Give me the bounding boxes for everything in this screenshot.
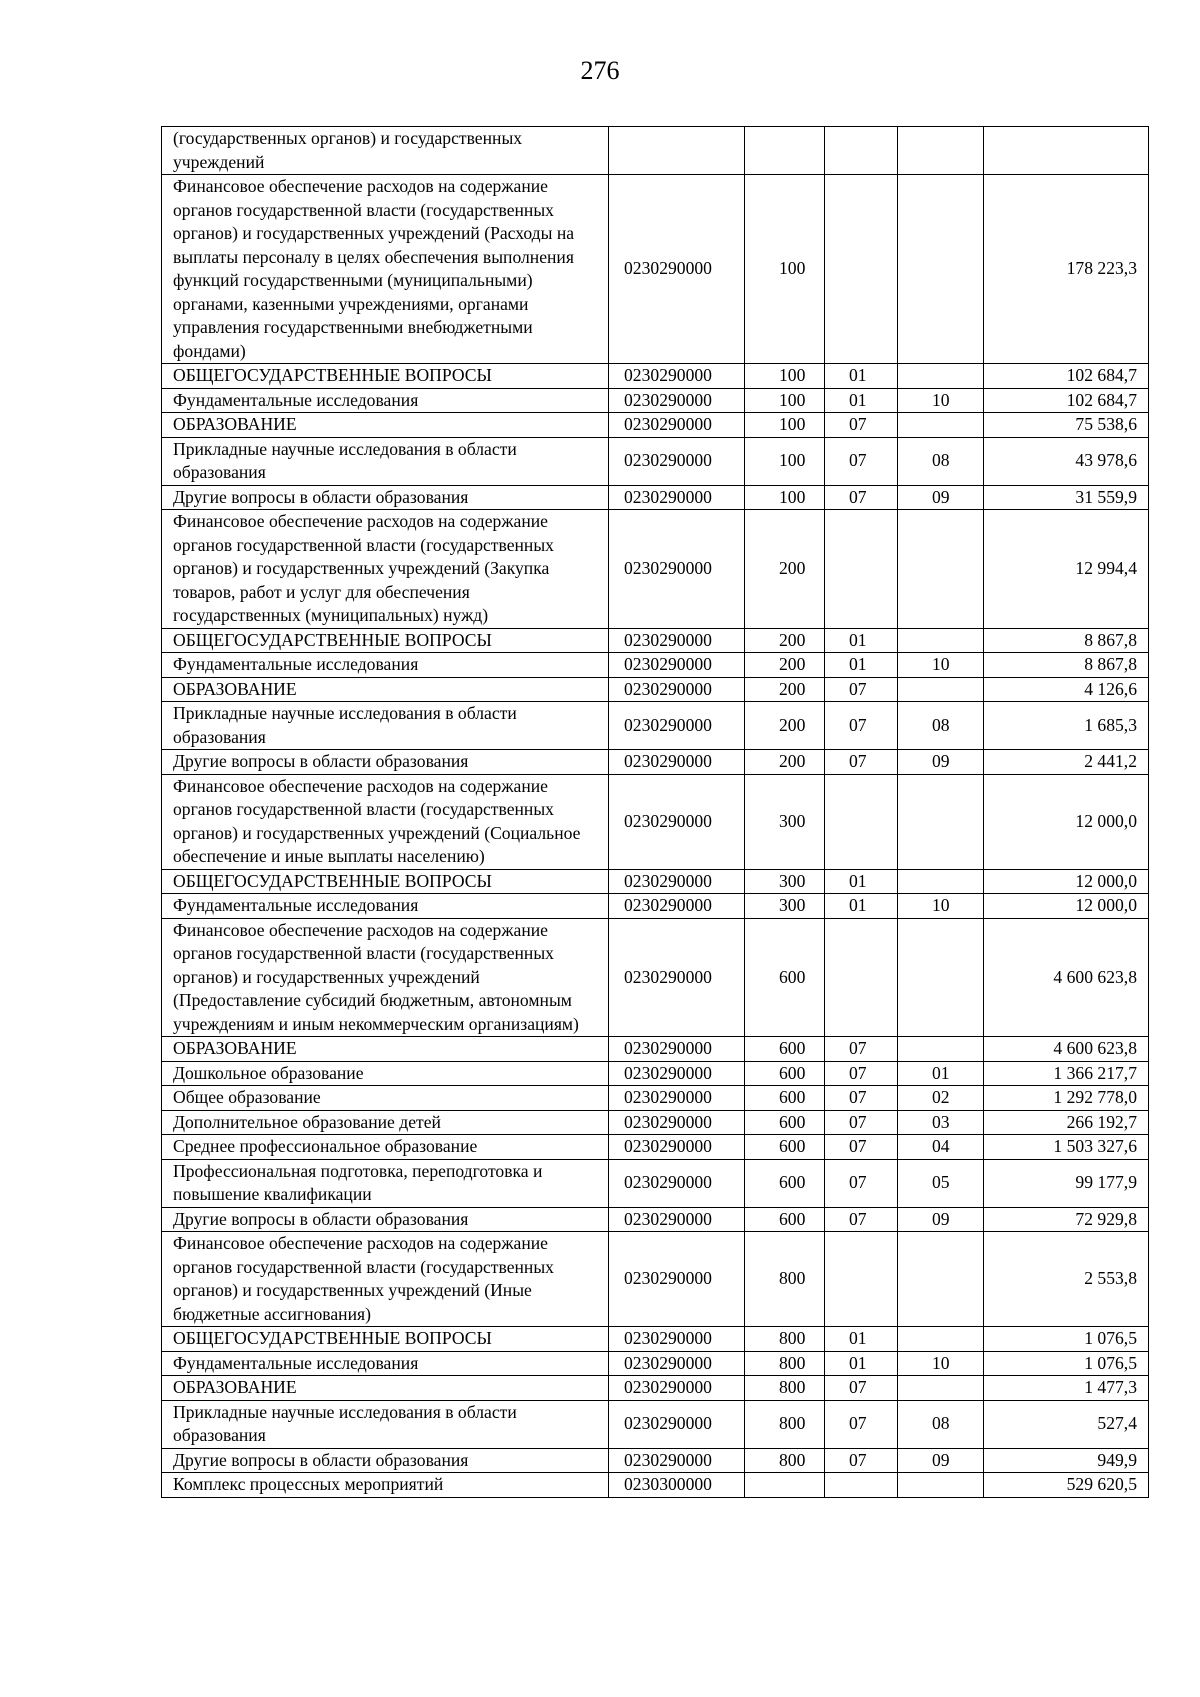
row-amount: 529 620,5 bbox=[984, 1473, 1149, 1498]
row-expense-type: 800 bbox=[745, 1351, 825, 1376]
row-subsection bbox=[898, 774, 984, 869]
row-code: 0230290000 bbox=[609, 437, 745, 485]
row-subsection: 09 bbox=[898, 1448, 984, 1473]
row-amount: 75 538,6 bbox=[984, 413, 1149, 438]
row-code: 0230290000 bbox=[609, 894, 745, 919]
row-amount: 1 292 778,0 bbox=[984, 1086, 1149, 1111]
table-row bbox=[162, 413, 1149, 438]
row-name: Прикладные научные исследования в области образования bbox=[162, 1400, 609, 1448]
row-code: 0230290000 bbox=[609, 364, 745, 389]
row-name: Другие вопросы в области образования bbox=[162, 1448, 609, 1473]
row-code: 0230290000 bbox=[609, 1232, 745, 1327]
row-name: Другие вопросы в области образования bbox=[162, 1207, 609, 1232]
table-row bbox=[162, 1473, 1149, 1498]
table-row bbox=[162, 1086, 1149, 1111]
row-subsection: 09 bbox=[898, 485, 984, 510]
row-name: Дошкольное образование bbox=[162, 1061, 609, 1086]
row-name: Прикладные научные исследования в области образования bbox=[162, 702, 609, 750]
row-subsection bbox=[898, 677, 984, 702]
row-amount: 178 223,3 bbox=[984, 175, 1149, 364]
row-amount: 102 684,7 bbox=[984, 364, 1149, 389]
row-code: 0230290000 bbox=[609, 510, 745, 629]
row-name: Дополнительное образование детей bbox=[162, 1110, 609, 1135]
row-section: 01 bbox=[825, 364, 898, 389]
table-row bbox=[162, 750, 1149, 775]
row-name: ОБЩЕГОСУДАРСТВЕННЫЕ ВОПРОСЫ bbox=[162, 364, 609, 389]
row-name: ОБЩЕГОСУДАРСТВЕННЫЕ ВОПРОСЫ bbox=[162, 1327, 609, 1352]
row-section: 07 bbox=[825, 750, 898, 775]
row-section: 07 bbox=[825, 1400, 898, 1448]
table-row bbox=[162, 437, 1149, 485]
row-section: 01 bbox=[825, 894, 898, 919]
budget-table-body bbox=[162, 127, 1149, 1498]
row-code: 0230290000 bbox=[609, 1135, 745, 1160]
row-section: 07 bbox=[825, 1037, 898, 1062]
row-section: 01 bbox=[825, 628, 898, 653]
row-section: 07 bbox=[825, 1376, 898, 1401]
row-amount bbox=[984, 127, 1149, 175]
row-name: Фундаментальные исследования bbox=[162, 894, 609, 919]
row-amount: 102 684,7 bbox=[984, 388, 1149, 413]
row-amount: 31 559,9 bbox=[984, 485, 1149, 510]
row-subsection: 08 bbox=[898, 1400, 984, 1448]
row-expense-type: 100 bbox=[745, 364, 825, 389]
row-name: ОБЩЕГОСУДАРСТВЕННЫЕ ВОПРОСЫ bbox=[162, 628, 609, 653]
row-subsection: 10 bbox=[898, 894, 984, 919]
table-row bbox=[162, 1061, 1149, 1086]
row-subsection bbox=[898, 869, 984, 894]
row-section: 01 bbox=[825, 1351, 898, 1376]
row-expense-type: 300 bbox=[745, 774, 825, 869]
table-row bbox=[162, 127, 1149, 175]
budget-table bbox=[161, 126, 1149, 1498]
row-name: Финансовое обеспечение расходов на содержание органов государственной власти (государственных органов) и государственных учреждений (Иные бюджетные ассигнования) bbox=[162, 1232, 609, 1327]
row-code: 0230290000 bbox=[609, 918, 745, 1037]
table-row bbox=[162, 175, 1149, 364]
table-row bbox=[162, 1207, 1149, 1232]
row-expense-type: 100 bbox=[745, 175, 825, 364]
row-expense-type: 600 bbox=[745, 1159, 825, 1207]
row-amount: 43 978,6 bbox=[984, 437, 1149, 485]
row-subsection bbox=[898, 510, 984, 629]
row-name: Финансовое обеспечение расходов на содержание органов государственной власти (государственных органов) и государственных учреждений (Расходы на выплаты персоналу в целях обеспечения выполнения функций государственными (муниципальными) органами, казенными учреждениями, органами управления государственными внебюджетными фондами) bbox=[162, 175, 609, 364]
row-amount: 1 503 327,6 bbox=[984, 1135, 1149, 1160]
row-amount: 266 192,7 bbox=[984, 1110, 1149, 1135]
row-expense-type: 100 bbox=[745, 388, 825, 413]
row-section: 07 bbox=[825, 1135, 898, 1160]
row-expense-type: 600 bbox=[745, 1135, 825, 1160]
row-subsection: 10 bbox=[898, 653, 984, 678]
row-amount: 1 076,5 bbox=[984, 1351, 1149, 1376]
table-row bbox=[162, 1376, 1149, 1401]
row-section bbox=[825, 127, 898, 175]
row-amount: 1 685,3 bbox=[984, 702, 1149, 750]
row-section: 07 bbox=[825, 1448, 898, 1473]
row-amount: 12 000,0 bbox=[984, 869, 1149, 894]
row-amount: 1 477,3 bbox=[984, 1376, 1149, 1401]
row-code: 0230290000 bbox=[609, 1400, 745, 1448]
table-row bbox=[162, 918, 1149, 1037]
row-expense-type bbox=[745, 127, 825, 175]
row-amount: 2 553,8 bbox=[984, 1232, 1149, 1327]
row-expense-type: 300 bbox=[745, 894, 825, 919]
table-row bbox=[162, 485, 1149, 510]
row-name: Профессиональная подготовка, переподготовка и повышение квалификации bbox=[162, 1159, 609, 1207]
table-row bbox=[162, 1351, 1149, 1376]
row-amount: 12 000,0 bbox=[984, 774, 1149, 869]
row-subsection: 10 bbox=[898, 388, 984, 413]
row-expense-type: 200 bbox=[745, 750, 825, 775]
row-subsection bbox=[898, 628, 984, 653]
row-expense-type: 200 bbox=[745, 677, 825, 702]
row-expense-type: 600 bbox=[745, 1061, 825, 1086]
row-section: 07 bbox=[825, 413, 898, 438]
table-row bbox=[162, 653, 1149, 678]
row-name: ОБРАЗОВАНИЕ bbox=[162, 413, 609, 438]
table-row bbox=[162, 1110, 1149, 1135]
row-expense-type: 600 bbox=[745, 1207, 825, 1232]
table-row bbox=[162, 510, 1149, 629]
row-code: 0230290000 bbox=[609, 1110, 745, 1135]
row-section: 07 bbox=[825, 702, 898, 750]
table-row bbox=[162, 774, 1149, 869]
row-subsection bbox=[898, 1327, 984, 1352]
row-section bbox=[825, 1232, 898, 1327]
row-name: Комплекс процессных мероприятий bbox=[162, 1473, 609, 1498]
row-amount: 8 867,8 bbox=[984, 628, 1149, 653]
row-subsection bbox=[898, 364, 984, 389]
row-name: Фундаментальные исследования bbox=[162, 388, 609, 413]
row-amount: 4 600 623,8 bbox=[984, 918, 1149, 1037]
row-code: 0230290000 bbox=[609, 1037, 745, 1062]
row-name: Общее образование bbox=[162, 1086, 609, 1111]
row-code: 0230290000 bbox=[609, 1351, 745, 1376]
row-name: Среднее профессиональное образование bbox=[162, 1135, 609, 1160]
row-expense-type: 800 bbox=[745, 1400, 825, 1448]
table-row bbox=[162, 1400, 1149, 1448]
row-expense-type: 800 bbox=[745, 1448, 825, 1473]
row-code: 0230290000 bbox=[609, 1448, 745, 1473]
row-name: (государственных органов) и государственных учреждений bbox=[162, 127, 609, 175]
row-subsection: 04 bbox=[898, 1135, 984, 1160]
row-code: 0230290000 bbox=[609, 702, 745, 750]
row-expense-type: 600 bbox=[745, 1110, 825, 1135]
row-code: 0230290000 bbox=[609, 1376, 745, 1401]
row-section: 01 bbox=[825, 1327, 898, 1352]
row-name: Финансовое обеспечение расходов на содержание органов государственной власти (государственных органов) и государственных учреждений (Предоставление субсидий бюджетным, автономным учреждениям и иным некоммерческим организациям) bbox=[162, 918, 609, 1037]
row-expense-type: 200 bbox=[745, 510, 825, 629]
row-section bbox=[825, 510, 898, 629]
row-code: 0230290000 bbox=[609, 628, 745, 653]
table-row bbox=[162, 1135, 1149, 1160]
row-expense-type: 800 bbox=[745, 1232, 825, 1327]
row-subsection bbox=[898, 1037, 984, 1062]
row-name: ОБРАЗОВАНИЕ bbox=[162, 1037, 609, 1062]
row-amount: 99 177,9 bbox=[984, 1159, 1149, 1207]
row-amount: 1 076,5 bbox=[984, 1327, 1149, 1352]
row-amount: 2 441,2 bbox=[984, 750, 1149, 775]
row-code: 0230290000 bbox=[609, 869, 745, 894]
row-name: Другие вопросы в области образования bbox=[162, 750, 609, 775]
row-expense-type bbox=[745, 1473, 825, 1498]
row-amount: 8 867,8 bbox=[984, 653, 1149, 678]
table-row bbox=[162, 894, 1149, 919]
row-expense-type: 200 bbox=[745, 702, 825, 750]
row-expense-type: 100 bbox=[745, 485, 825, 510]
row-subsection bbox=[898, 175, 984, 364]
row-subsection: 08 bbox=[898, 702, 984, 750]
row-subsection: 02 bbox=[898, 1086, 984, 1111]
row-section: 07 bbox=[825, 677, 898, 702]
row-subsection bbox=[898, 1473, 984, 1498]
row-name: ОБРАЗОВАНИЕ bbox=[162, 677, 609, 702]
row-subsection: 03 bbox=[898, 1110, 984, 1135]
row-section bbox=[825, 918, 898, 1037]
row-name: ОБЩЕГОСУДАРСТВЕННЫЕ ВОПРОСЫ bbox=[162, 869, 609, 894]
row-code: 0230290000 bbox=[609, 774, 745, 869]
row-subsection bbox=[898, 918, 984, 1037]
row-name: ОБРАЗОВАНИЕ bbox=[162, 1376, 609, 1401]
row-expense-type: 600 bbox=[745, 1086, 825, 1111]
row-amount: 949,9 bbox=[984, 1448, 1149, 1473]
row-expense-type: 100 bbox=[745, 413, 825, 438]
table-row bbox=[162, 1448, 1149, 1473]
row-amount: 4 126,6 bbox=[984, 677, 1149, 702]
row-subsection bbox=[898, 127, 984, 175]
row-section: 07 bbox=[825, 1086, 898, 1111]
row-section: 07 bbox=[825, 1061, 898, 1086]
row-subsection: 10 bbox=[898, 1351, 984, 1376]
row-code: 0230290000 bbox=[609, 1327, 745, 1352]
row-amount: 1 366 217,7 bbox=[984, 1061, 1149, 1086]
row-subsection: 08 bbox=[898, 437, 984, 485]
row-amount: 12 000,0 bbox=[984, 894, 1149, 919]
row-subsection bbox=[898, 1232, 984, 1327]
row-name: Другие вопросы в области образования bbox=[162, 485, 609, 510]
table-row bbox=[162, 702, 1149, 750]
row-section: 01 bbox=[825, 869, 898, 894]
row-subsection: 01 bbox=[898, 1061, 984, 1086]
row-code: 0230290000 bbox=[609, 413, 745, 438]
row-section: 07 bbox=[825, 1207, 898, 1232]
row-section: 07 bbox=[825, 437, 898, 485]
row-code: 0230290000 bbox=[609, 1159, 745, 1207]
table-row bbox=[162, 1232, 1149, 1327]
row-code: 0230290000 bbox=[609, 677, 745, 702]
row-expense-type: 200 bbox=[745, 653, 825, 678]
row-expense-type: 800 bbox=[745, 1327, 825, 1352]
row-name: Фундаментальные исследования bbox=[162, 653, 609, 678]
page-number: 276 bbox=[580, 56, 620, 85]
table-row bbox=[162, 1327, 1149, 1352]
row-name: Прикладные научные исследования в области образования bbox=[162, 437, 609, 485]
table-row bbox=[162, 677, 1149, 702]
row-code: 0230290000 bbox=[609, 653, 745, 678]
row-code: 0230290000 bbox=[609, 175, 745, 364]
row-amount: 72 929,8 bbox=[984, 1207, 1149, 1232]
row-code: 0230290000 bbox=[609, 1086, 745, 1111]
row-section bbox=[825, 774, 898, 869]
table-row bbox=[162, 1037, 1149, 1062]
row-expense-type: 600 bbox=[745, 918, 825, 1037]
row-amount: 12 994,4 bbox=[984, 510, 1149, 629]
row-subsection: 09 bbox=[898, 1207, 984, 1232]
row-expense-type: 300 bbox=[745, 869, 825, 894]
row-name: Финансовое обеспечение расходов на содержание органов государственной власти (государственных органов) и государственных учреждений (Закупка товаров, работ и услуг для обеспечения государственных (муниципальных) нужд) bbox=[162, 510, 609, 629]
table-row bbox=[162, 628, 1149, 653]
table-row bbox=[162, 388, 1149, 413]
row-section: 07 bbox=[825, 1159, 898, 1207]
row-code: 0230290000 bbox=[609, 388, 745, 413]
row-section bbox=[825, 175, 898, 364]
row-code: 0230290000 bbox=[609, 485, 745, 510]
row-subsection: 09 bbox=[898, 750, 984, 775]
row-expense-type: 800 bbox=[745, 1376, 825, 1401]
row-section: 01 bbox=[825, 388, 898, 413]
row-section: 01 bbox=[825, 653, 898, 678]
row-expense-type: 100 bbox=[745, 437, 825, 485]
row-section: 07 bbox=[825, 485, 898, 510]
row-amount: 4 600 623,8 bbox=[984, 1037, 1149, 1062]
row-section bbox=[825, 1473, 898, 1498]
row-subsection bbox=[898, 413, 984, 438]
table-row bbox=[162, 1159, 1149, 1207]
row-expense-type: 200 bbox=[745, 628, 825, 653]
row-code: 0230290000 bbox=[609, 750, 745, 775]
table-row bbox=[162, 869, 1149, 894]
row-subsection: 05 bbox=[898, 1159, 984, 1207]
row-name: Фундаментальные исследования bbox=[162, 1351, 609, 1376]
row-expense-type: 600 bbox=[745, 1037, 825, 1062]
row-name: Финансовое обеспечение расходов на содержание органов государственной власти (государственных органов) и государственных учреждений (Социальное обеспечение и иные выплаты населению) bbox=[162, 774, 609, 869]
row-code: 0230300000 bbox=[609, 1473, 745, 1498]
table-row bbox=[162, 364, 1149, 389]
row-code bbox=[609, 127, 745, 175]
row-subsection bbox=[898, 1376, 984, 1401]
row-section: 07 bbox=[825, 1110, 898, 1135]
row-amount: 527,4 bbox=[984, 1400, 1149, 1448]
row-code: 0230290000 bbox=[609, 1061, 745, 1086]
row-code: 0230290000 bbox=[609, 1207, 745, 1232]
